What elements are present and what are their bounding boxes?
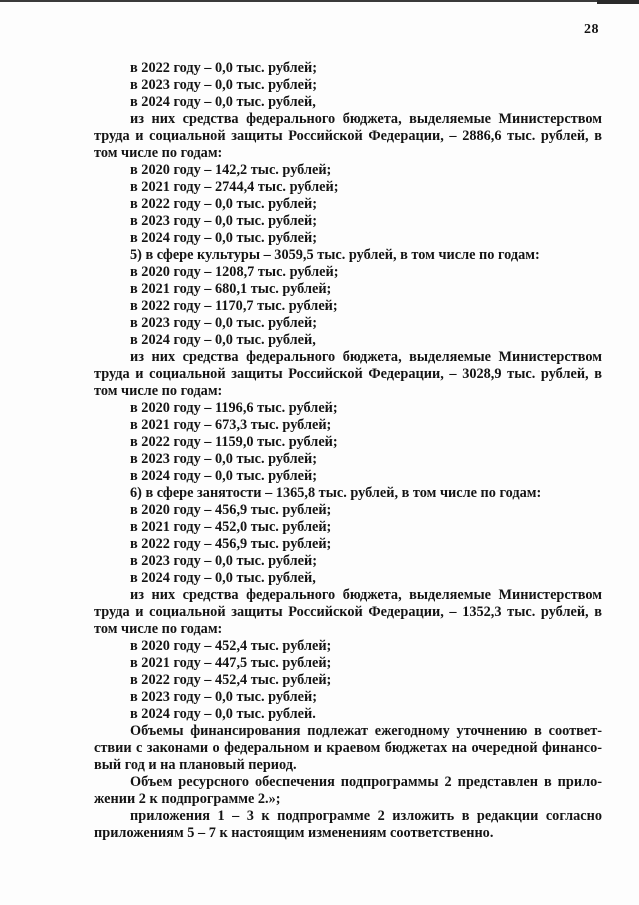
text-line: в 2023 году – 0,0 тыс. рублей;	[130, 689, 318, 705]
text-line: из них средства федерального бюджета, выделяемые Министерством	[130, 587, 602, 603]
text-line: в 2021 году – 452,0 тыс. рублей;	[130, 519, 332, 535]
text-line: в 2023 году – 0,0 тыс. рублей;	[130, 315, 318, 331]
text-line: в 2021 году – 673,3 тыс. рублей;	[130, 417, 332, 433]
text-line: в 2021 году – 680,1 тыс. рублей;	[130, 281, 332, 297]
text-line: в 2024 году – 0,0 тыс. рублей.	[130, 706, 316, 722]
scan-top-edge	[0, 0, 639, 2]
text-line: Объем ресурсного обеспечения подпрограммы 2 представлен в прило-	[130, 774, 602, 790]
page-number: 28	[584, 22, 599, 37]
text-line: из них средства федерального бюджета, выделяемые Министерством	[130, 349, 602, 365]
text-line: Объемы финансирования подлежат ежегодному уточнению в соответ-	[130, 723, 602, 739]
text-line: в 2020 году – 142,2 тыс. рублей;	[130, 162, 332, 178]
text-line: из них средства федерального бюджета, выделяемые Министерством	[130, 111, 602, 127]
text-line: вый год и на плановый период.	[94, 757, 297, 773]
text-line: в 2022 году – 0,0 тыс. рублей;	[130, 196, 318, 212]
text-line: в 2024 году – 0,0 тыс. рублей;	[130, 230, 318, 246]
text-line: 5) в сфере культуры – 3059,5 тыс. рублей, в том числе по годам:	[130, 247, 540, 263]
text-line: жении 2 к подпрограмме 2.»;	[94, 791, 281, 807]
document-body	[94, 60, 602, 842]
text-line: 6) в сфере занятости – 1365,8 тыс. рублей, в том числе по годам:	[130, 485, 542, 501]
text-line: в 2022 году – 1159,0 тыс. рублей;	[130, 434, 338, 450]
text-line: в 2024 году – 0,0 тыс. рублей,	[130, 332, 316, 348]
text-line: в 2020 году – 1196,6 тыс. рублей;	[130, 400, 338, 416]
text-line: труда и социальной защиты Российской Федерации, – 3028,9 тыс. рублей, в	[94, 366, 602, 382]
text-line: в 2024 году – 0,0 тыс. рублей;	[130, 468, 318, 484]
text-line: в 2023 году – 0,0 тыс. рублей;	[130, 553, 318, 569]
text-line: в 2023 году – 0,0 тыс. рублей;	[130, 213, 318, 229]
text-line: в 2024 году – 0,0 тыс. рублей,	[130, 570, 316, 586]
text-line: в 2021 году – 447,5 тыс. рублей;	[130, 655, 332, 671]
text-line: в 2020 году – 1208,7 тыс. рублей;	[130, 264, 339, 280]
text-line: труда и социальной защиты Российской Федерации, – 2886,6 тыс. рублей, в	[94, 128, 602, 144]
text-line: в 2022 году – 1170,7 тыс. рублей;	[130, 298, 338, 314]
text-line: ствии с законами о федеральном и краевом бюджетах на очередной финансо-	[94, 740, 602, 756]
text-line: в 2022 году – 452,4 тыс. рублей;	[130, 672, 332, 688]
text-line: в 2022 году – 456,9 тыс. рублей;	[130, 536, 332, 552]
text-line: труда и социальной защиты Российской Федерации, – 1352,3 тыс. рублей, в	[94, 604, 602, 620]
text-line: в 2020 году – 456,9 тыс. рублей;	[130, 502, 332, 518]
text-line: том числе по годам:	[94, 383, 223, 399]
text-line: приложениям 5 – 7 к настоящим изменениям соответственно.	[94, 825, 494, 841]
text-line: в 2020 году – 452,4 тыс. рублей;	[130, 638, 332, 654]
text-line: в 2023 году – 0,0 тыс. рублей;	[130, 77, 318, 93]
scan-corner-mark	[597, 0, 639, 4]
text-line: в 2022 году – 0,0 тыс. рублей;	[130, 60, 318, 76]
text-line: том числе по годам:	[94, 145, 223, 161]
text-line: в 2021 году – 2744,4 тыс. рублей;	[130, 179, 339, 195]
text-line: приложения 1 – 3 к подпрограмме 2 изложить в редакции согласно	[130, 808, 602, 824]
text-line: в 2024 году – 0,0 тыс. рублей,	[130, 94, 316, 110]
text-line: в 2023 году – 0,0 тыс. рублей;	[130, 451, 318, 467]
text-line: том числе по годам:	[94, 621, 223, 637]
